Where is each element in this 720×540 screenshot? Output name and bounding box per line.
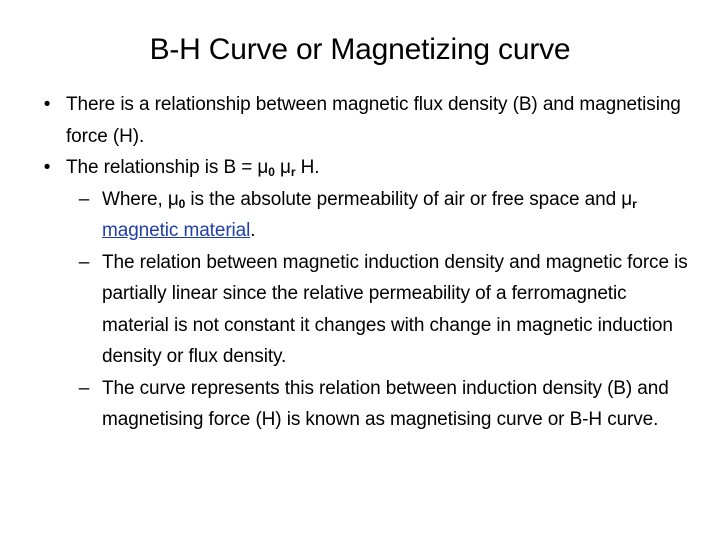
where-suffix: . [250, 220, 256, 241]
bullet-point-relationship [36, 89, 696, 152]
sub-point-text: The curve represents this relation between induction density (B) and magnetising force (H) is known as magnetising curve or B-H curve. [102, 377, 669, 430]
sub-point-where [36, 184, 696, 247]
mu-zero-subscript: 0 [178, 196, 186, 211]
formula-suffix: H. [295, 157, 320, 178]
where-mid: is the absolute permeability of air or free space and μ [185, 188, 633, 210]
bullet-marker: • [43, 94, 51, 115]
sub-point-curve [36, 373, 696, 436]
dash-marker: – [78, 251, 90, 273]
dash-marker: – [78, 377, 90, 399]
bullet-marker: • [43, 157, 51, 178]
bullet-point-formula [36, 152, 696, 184]
slide-body [36, 89, 696, 436]
where-prefix: Where, μ [102, 188, 179, 210]
mu-r-subscript: r [632, 196, 637, 211]
slide-title: B-H Curve or Magnetizing curve [149, 33, 571, 66]
sub-point-text: The relation between magnetic induction density and magnetic force is partially linear since the relative permeability of a ferromagnetic material is not constant it changes with change in magnetic induction density or flux density. [102, 251, 688, 367]
magnetic-material-link[interactable]: magnetic material [102, 220, 251, 241]
formula-mid: μ [274, 157, 291, 178]
formula-prefix: The relationship is B = μ [66, 157, 269, 178]
dash-marker: – [78, 188, 90, 210]
mu-r-subscript: r [290, 165, 296, 179]
mu-zero-subscript: 0 [268, 165, 275, 179]
sub-point-relation [36, 247, 696, 373]
bullet-text: There is a relationship between magnetic flux density (B) and magnetising force (H). [66, 94, 681, 147]
